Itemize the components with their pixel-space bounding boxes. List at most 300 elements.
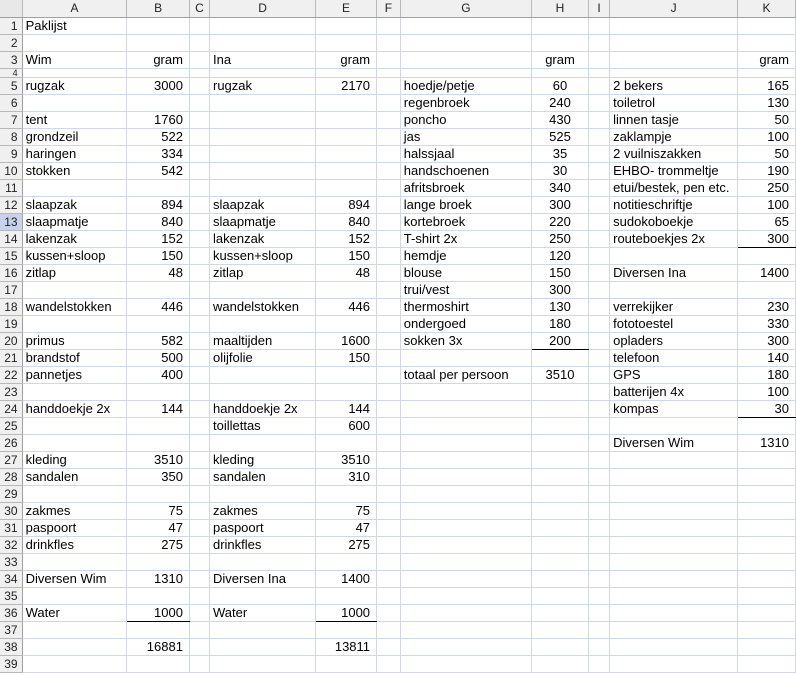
cell-J35[interactable] xyxy=(610,588,738,605)
cell-D8[interactable] xyxy=(209,129,315,146)
cell-K30[interactable] xyxy=(738,503,796,520)
cell-J39[interactable] xyxy=(610,656,738,673)
cell-E6[interactable] xyxy=(316,95,377,112)
cell-C15[interactable] xyxy=(189,248,209,265)
cell-A32[interactable]: drinkfles xyxy=(22,537,127,554)
cell-A17[interactable] xyxy=(22,282,127,299)
cell-B25[interactable] xyxy=(127,418,190,435)
cell-B1[interactable] xyxy=(127,18,190,35)
cell-D10[interactable] xyxy=(209,163,315,180)
cell-H1[interactable] xyxy=(532,18,589,35)
cell-I7[interactable] xyxy=(588,112,609,129)
cell-I26[interactable] xyxy=(588,435,609,452)
cell-G23[interactable] xyxy=(400,384,531,401)
cell-D3[interactable]: Ina xyxy=(209,52,315,69)
cell-A16[interactable]: zitlap xyxy=(22,265,127,282)
cell-G1[interactable] xyxy=(400,18,531,35)
cell-B11[interactable] xyxy=(127,180,190,197)
cell-G19[interactable]: ondergoed xyxy=(400,316,531,333)
cell-C2[interactable] xyxy=(189,35,209,52)
cell-A38[interactable] xyxy=(22,639,127,656)
cell-I17[interactable] xyxy=(588,282,609,299)
cell-J7[interactable]: linnen tasje xyxy=(610,112,738,129)
cell-K4[interactable] xyxy=(738,69,796,78)
cell-C3[interactable] xyxy=(189,52,209,69)
cell-E9[interactable] xyxy=(316,146,377,163)
cell-C28[interactable] xyxy=(189,469,209,486)
cell-D25[interactable]: toillettas xyxy=(209,418,315,435)
cell-I27[interactable] xyxy=(588,452,609,469)
cell-E22[interactable] xyxy=(316,367,377,384)
cell-A34[interactable]: Diversen Wim xyxy=(22,571,127,588)
cell-C31[interactable] xyxy=(189,520,209,537)
cell-A14[interactable]: lakenzak xyxy=(22,231,127,248)
cell-G8[interactable]: jas xyxy=(400,129,531,146)
cell-A6[interactable] xyxy=(22,95,127,112)
cell-B16[interactable]: 48 xyxy=(127,265,190,282)
cell-F17[interactable] xyxy=(377,282,401,299)
cell-K29[interactable] xyxy=(738,486,796,503)
cell-G17[interactable]: trui/vest xyxy=(400,282,531,299)
cell-A27[interactable]: kleding xyxy=(22,452,127,469)
cell-B28[interactable]: 350 xyxy=(127,469,190,486)
cell-I14[interactable] xyxy=(588,231,609,248)
cell-F37[interactable] xyxy=(377,622,401,639)
cell-D18[interactable]: wandelstokken xyxy=(209,299,315,316)
cell-F19[interactable] xyxy=(377,316,401,333)
cell-J17[interactable] xyxy=(610,282,738,299)
cell-G28[interactable] xyxy=(400,469,531,486)
cell-H13[interactable]: 220 xyxy=(532,214,589,231)
cell-H32[interactable] xyxy=(532,537,589,554)
cell-H9[interactable]: 35 xyxy=(532,146,589,163)
cell-D13[interactable]: slaapmatje xyxy=(209,214,315,231)
cell-K25[interactable] xyxy=(738,418,796,435)
cell-H14[interactable]: 250 xyxy=(532,231,589,248)
cell-G20[interactable]: sokken 3x xyxy=(400,333,531,350)
cell-F25[interactable] xyxy=(377,418,401,435)
cell-K20[interactable]: 300 xyxy=(738,333,796,350)
row-header[interactable]: 39 xyxy=(0,656,22,673)
cell-B26[interactable] xyxy=(127,435,190,452)
cell-G15[interactable]: hemdje xyxy=(400,248,531,265)
cell-D17[interactable] xyxy=(209,282,315,299)
cell-I35[interactable] xyxy=(588,588,609,605)
row-header[interactable]: 24 xyxy=(0,401,22,418)
cell-I33[interactable] xyxy=(588,554,609,571)
cell-H22[interactable]: 3510 xyxy=(532,367,589,384)
cell-H30[interactable] xyxy=(532,503,589,520)
cell-J32[interactable] xyxy=(610,537,738,554)
row-header[interactable]: 35 xyxy=(0,588,22,605)
cell-E17[interactable] xyxy=(316,282,377,299)
cell-C22[interactable] xyxy=(189,367,209,384)
cell-F31[interactable] xyxy=(377,520,401,537)
cell-E2[interactable] xyxy=(316,35,377,52)
cell-J36[interactable] xyxy=(610,605,738,622)
cell-K10[interactable]: 190 xyxy=(738,163,796,180)
cell-F26[interactable] xyxy=(377,435,401,452)
cell-G3[interactable] xyxy=(400,52,531,69)
cell-I11[interactable] xyxy=(588,180,609,197)
cell-B31[interactable]: 47 xyxy=(127,520,190,537)
cell-B15[interactable]: 150 xyxy=(127,248,190,265)
row-header[interactable]: 28 xyxy=(0,469,22,486)
cell-D20[interactable]: maaltijden xyxy=(209,333,315,350)
cell-J14[interactable]: routeboekjes 2x xyxy=(610,231,738,248)
cell-D4[interactable] xyxy=(209,69,315,78)
cell-K14[interactable]: 300 xyxy=(738,231,796,248)
cell-D38[interactable] xyxy=(209,639,315,656)
cell-D2[interactable] xyxy=(209,35,315,52)
cell-H33[interactable] xyxy=(532,554,589,571)
cell-J11[interactable]: etui/bestek, pen etc. xyxy=(610,180,738,197)
cell-C6[interactable] xyxy=(189,95,209,112)
cell-B33[interactable] xyxy=(127,554,190,571)
cell-K27[interactable] xyxy=(738,452,796,469)
cell-I20[interactable] xyxy=(588,333,609,350)
cell-K19[interactable]: 330 xyxy=(738,316,796,333)
cell-I4[interactable] xyxy=(588,69,609,78)
cell-A29[interactable] xyxy=(22,486,127,503)
cell-B8[interactable]: 522 xyxy=(127,129,190,146)
row-header[interactable]: 1 xyxy=(0,18,22,35)
cell-H7[interactable]: 430 xyxy=(532,112,589,129)
cell-A19[interactable] xyxy=(22,316,127,333)
cell-K38[interactable] xyxy=(738,639,796,656)
cell-K37[interactable] xyxy=(738,622,796,639)
cell-C24[interactable] xyxy=(189,401,209,418)
cell-G30[interactable] xyxy=(400,503,531,520)
cell-G14[interactable]: T-shirt 2x xyxy=(400,231,531,248)
cell-J20[interactable]: opladers xyxy=(610,333,738,350)
cell-A11[interactable] xyxy=(22,180,127,197)
cell-B22[interactable]: 400 xyxy=(127,367,190,384)
row-header[interactable]: 4 xyxy=(0,69,22,78)
cell-C19[interactable] xyxy=(189,316,209,333)
cell-D30[interactable]: zakmes xyxy=(209,503,315,520)
cell-K23[interactable]: 100 xyxy=(738,384,796,401)
cell-F13[interactable] xyxy=(377,214,401,231)
row-header[interactable]: 34 xyxy=(0,571,22,588)
cell-A28[interactable]: sandalen xyxy=(22,469,127,486)
cell-F32[interactable] xyxy=(377,537,401,554)
cell-F33[interactable] xyxy=(377,554,401,571)
cell-F16[interactable] xyxy=(377,265,401,282)
cell-G2[interactable] xyxy=(400,35,531,52)
cell-A12[interactable]: slaapzak xyxy=(22,197,127,214)
column-header-B[interactable]: B xyxy=(127,0,190,18)
cell-D33[interactable] xyxy=(209,554,315,571)
cell-C33[interactable] xyxy=(189,554,209,571)
cell-C7[interactable] xyxy=(189,112,209,129)
row-header[interactable]: 17 xyxy=(0,282,22,299)
cell-K24[interactable]: 30 xyxy=(738,401,796,418)
cell-C29[interactable] xyxy=(189,486,209,503)
cell-C12[interactable] xyxy=(189,197,209,214)
cell-A26[interactable] xyxy=(22,435,127,452)
cell-A1[interactable]: Paklijst xyxy=(22,18,127,35)
cell-F30[interactable] xyxy=(377,503,401,520)
cell-A2[interactable] xyxy=(22,35,127,52)
cell-A5[interactable]: rugzak xyxy=(22,78,127,95)
cell-I16[interactable] xyxy=(588,265,609,282)
cell-E8[interactable] xyxy=(316,129,377,146)
row-header[interactable]: 31 xyxy=(0,520,22,537)
cell-E28[interactable]: 310 xyxy=(316,469,377,486)
cell-C13[interactable] xyxy=(189,214,209,231)
cell-J9[interactable]: 2 vuilniszakken xyxy=(610,146,738,163)
cell-I6[interactable] xyxy=(588,95,609,112)
cell-A3[interactable]: Wim xyxy=(22,52,127,69)
cell-B3[interactable]: gram xyxy=(127,52,190,69)
cell-E20[interactable]: 1600 xyxy=(316,333,377,350)
cell-F11[interactable] xyxy=(377,180,401,197)
cell-I18[interactable] xyxy=(588,299,609,316)
cell-F10[interactable] xyxy=(377,163,401,180)
cell-F4[interactable] xyxy=(377,69,401,78)
cell-H29[interactable] xyxy=(532,486,589,503)
cell-J15[interactable] xyxy=(610,248,738,265)
cell-K5[interactable]: 165 xyxy=(738,78,796,95)
cell-K3[interactable]: gram xyxy=(738,52,796,69)
cell-B5[interactable]: 3000 xyxy=(127,78,190,95)
cell-I34[interactable] xyxy=(588,571,609,588)
cell-F39[interactable] xyxy=(377,656,401,673)
cell-F29[interactable] xyxy=(377,486,401,503)
cell-H25[interactable] xyxy=(532,418,589,435)
column-header-H[interactable]: H xyxy=(532,0,589,18)
row-header[interactable]: 3 xyxy=(0,52,22,69)
cell-A4[interactable] xyxy=(22,69,127,78)
cell-K34[interactable] xyxy=(738,571,796,588)
cell-G33[interactable] xyxy=(400,554,531,571)
cell-E19[interactable] xyxy=(316,316,377,333)
cell-D14[interactable]: lakenzak xyxy=(209,231,315,248)
cell-C25[interactable] xyxy=(189,418,209,435)
cell-J37[interactable] xyxy=(610,622,738,639)
cell-A8[interactable]: grondzeil xyxy=(22,129,127,146)
cell-K15[interactable] xyxy=(738,248,796,265)
cell-E39[interactable] xyxy=(316,656,377,673)
cell-F1[interactable] xyxy=(377,18,401,35)
cell-B21[interactable]: 500 xyxy=(127,350,190,367)
cell-B23[interactable] xyxy=(127,384,190,401)
cell-J3[interactable] xyxy=(610,52,738,69)
cell-I19[interactable] xyxy=(588,316,609,333)
row-header[interactable]: 7 xyxy=(0,112,22,129)
cell-A33[interactable] xyxy=(22,554,127,571)
cell-H6[interactable]: 240 xyxy=(532,95,589,112)
cell-G7[interactable]: poncho xyxy=(400,112,531,129)
cell-K1[interactable] xyxy=(738,18,796,35)
cell-H19[interactable]: 180 xyxy=(532,316,589,333)
cell-A7[interactable]: tent xyxy=(22,112,127,129)
cell-G21[interactable] xyxy=(400,350,531,367)
row-header[interactable]: 18 xyxy=(0,299,22,316)
cell-J2[interactable] xyxy=(610,35,738,52)
cell-J4[interactable] xyxy=(610,69,738,78)
cell-H26[interactable] xyxy=(532,435,589,452)
cell-K39[interactable] xyxy=(738,656,796,673)
cell-F12[interactable] xyxy=(377,197,401,214)
cell-C14[interactable] xyxy=(189,231,209,248)
cell-C11[interactable] xyxy=(189,180,209,197)
cell-G18[interactable]: thermoshirt xyxy=(400,299,531,316)
cell-D21[interactable]: olijfolie xyxy=(209,350,315,367)
cell-I23[interactable] xyxy=(588,384,609,401)
cell-E7[interactable] xyxy=(316,112,377,129)
row-header[interactable]: 21 xyxy=(0,350,22,367)
cell-A24[interactable]: handdoekje 2x xyxy=(22,401,127,418)
cell-E5[interactable]: 2170 xyxy=(316,78,377,95)
cell-G35[interactable] xyxy=(400,588,531,605)
row-header[interactable]: 23 xyxy=(0,384,22,401)
cell-E16[interactable]: 48 xyxy=(316,265,377,282)
cell-G6[interactable]: regenbroek xyxy=(400,95,531,112)
cell-E14[interactable]: 152 xyxy=(316,231,377,248)
cell-G37[interactable] xyxy=(400,622,531,639)
cell-B9[interactable]: 334 xyxy=(127,146,190,163)
cell-G9[interactable]: halssjaal xyxy=(400,146,531,163)
cell-J26[interactable]: Diversen Wim xyxy=(610,435,738,452)
cell-D34[interactable]: Diversen Ina xyxy=(209,571,315,588)
cell-I24[interactable] xyxy=(588,401,609,418)
cell-H15[interactable]: 120 xyxy=(532,248,589,265)
cell-J8[interactable]: zaklampje xyxy=(610,129,738,146)
cell-D11[interactable] xyxy=(209,180,315,197)
column-header-C[interactable]: C xyxy=(189,0,209,18)
cell-F20[interactable] xyxy=(377,333,401,350)
cell-J28[interactable] xyxy=(610,469,738,486)
cell-D24[interactable]: handdoekje 2x xyxy=(209,401,315,418)
column-header-E[interactable]: E xyxy=(316,0,377,18)
row-header[interactable]: 36 xyxy=(0,605,22,622)
cell-G12[interactable]: lange broek xyxy=(400,197,531,214)
cell-G4[interactable] xyxy=(400,69,531,78)
cell-C35[interactable] xyxy=(189,588,209,605)
row-header[interactable]: 32 xyxy=(0,537,22,554)
cell-D19[interactable] xyxy=(209,316,315,333)
cell-A35[interactable] xyxy=(22,588,127,605)
cell-J6[interactable]: toiletrol xyxy=(610,95,738,112)
cell-H27[interactable] xyxy=(532,452,589,469)
cell-D35[interactable] xyxy=(209,588,315,605)
cell-J33[interactable] xyxy=(610,554,738,571)
cell-H2[interactable] xyxy=(532,35,589,52)
cell-D37[interactable] xyxy=(209,622,315,639)
cell-B37[interactable] xyxy=(127,622,190,639)
cell-H21[interactable] xyxy=(532,350,589,367)
cell-A9[interactable]: haringen xyxy=(22,146,127,163)
cell-H24[interactable] xyxy=(532,401,589,418)
cell-C10[interactable] xyxy=(189,163,209,180)
row-header[interactable]: 30 xyxy=(0,503,22,520)
cell-E18[interactable]: 446 xyxy=(316,299,377,316)
cell-C27[interactable] xyxy=(189,452,209,469)
cell-D15[interactable]: kussen+sloop xyxy=(209,248,315,265)
row-header[interactable]: 29 xyxy=(0,486,22,503)
cell-G27[interactable] xyxy=(400,452,531,469)
cell-B13[interactable]: 840 xyxy=(127,214,190,231)
cell-G39[interactable] xyxy=(400,656,531,673)
cell-E27[interactable]: 3510 xyxy=(316,452,377,469)
cell-I29[interactable] xyxy=(588,486,609,503)
cell-D7[interactable] xyxy=(209,112,315,129)
cell-B38[interactable]: 16881 xyxy=(127,639,190,656)
cell-B24[interactable]: 144 xyxy=(127,401,190,418)
cell-E32[interactable]: 275 xyxy=(316,537,377,554)
cell-I32[interactable] xyxy=(588,537,609,554)
cell-K28[interactable] xyxy=(738,469,796,486)
cell-I12[interactable] xyxy=(588,197,609,214)
cell-I5[interactable] xyxy=(588,78,609,95)
cell-I36[interactable] xyxy=(588,605,609,622)
cell-B17[interactable] xyxy=(127,282,190,299)
row-header[interactable]: 14 xyxy=(0,231,22,248)
cell-F34[interactable] xyxy=(377,571,401,588)
cell-I31[interactable] xyxy=(588,520,609,537)
column-header-F[interactable]: F xyxy=(377,0,401,18)
cell-F36[interactable] xyxy=(377,605,401,622)
cell-H23[interactable] xyxy=(532,384,589,401)
cell-H18[interactable]: 130 xyxy=(532,299,589,316)
cell-I22[interactable] xyxy=(588,367,609,384)
cell-J34[interactable] xyxy=(610,571,738,588)
row-header[interactable]: 19 xyxy=(0,316,22,333)
cell-H12[interactable]: 300 xyxy=(532,197,589,214)
cell-F24[interactable] xyxy=(377,401,401,418)
cell-G26[interactable] xyxy=(400,435,531,452)
cell-B6[interactable] xyxy=(127,95,190,112)
cell-B30[interactable]: 75 xyxy=(127,503,190,520)
cell-J21[interactable]: telefoon xyxy=(610,350,738,367)
row-header[interactable]: 37 xyxy=(0,622,22,639)
cell-F7[interactable] xyxy=(377,112,401,129)
cell-D22[interactable] xyxy=(209,367,315,384)
cell-E29[interactable] xyxy=(316,486,377,503)
cell-A25[interactable] xyxy=(22,418,127,435)
cell-E38[interactable]: 13811 xyxy=(316,639,377,656)
cell-G13[interactable]: kortebroek xyxy=(400,214,531,231)
cell-A13[interactable]: slaapmatje xyxy=(22,214,127,231)
cell-G11[interactable]: afritsbroek xyxy=(400,180,531,197)
cell-E24[interactable]: 144 xyxy=(316,401,377,418)
cell-K7[interactable]: 50 xyxy=(738,112,796,129)
cell-A22[interactable]: pannetjes xyxy=(22,367,127,384)
cell-H36[interactable] xyxy=(532,605,589,622)
cell-H20[interactable]: 200 xyxy=(532,333,589,350)
cell-E36[interactable]: 1000 xyxy=(316,605,377,622)
column-header-D[interactable]: D xyxy=(209,0,315,18)
cell-G10[interactable]: handschoenen xyxy=(400,163,531,180)
cell-K6[interactable]: 130 xyxy=(738,95,796,112)
cell-G25[interactable] xyxy=(400,418,531,435)
cell-J31[interactable] xyxy=(610,520,738,537)
cell-I9[interactable] xyxy=(588,146,609,163)
cell-C32[interactable] xyxy=(189,537,209,554)
cell-B4[interactable] xyxy=(127,69,190,78)
cell-G5[interactable]: hoedje/petje xyxy=(400,78,531,95)
cell-I28[interactable] xyxy=(588,469,609,486)
cell-G38[interactable] xyxy=(400,639,531,656)
cell-I2[interactable] xyxy=(588,35,609,52)
row-header[interactable]: 5 xyxy=(0,78,22,95)
row-header[interactable]: 11 xyxy=(0,180,22,197)
cell-C5[interactable] xyxy=(189,78,209,95)
cell-H11[interactable]: 340 xyxy=(532,180,589,197)
cell-H3[interactable]: gram xyxy=(532,52,589,69)
